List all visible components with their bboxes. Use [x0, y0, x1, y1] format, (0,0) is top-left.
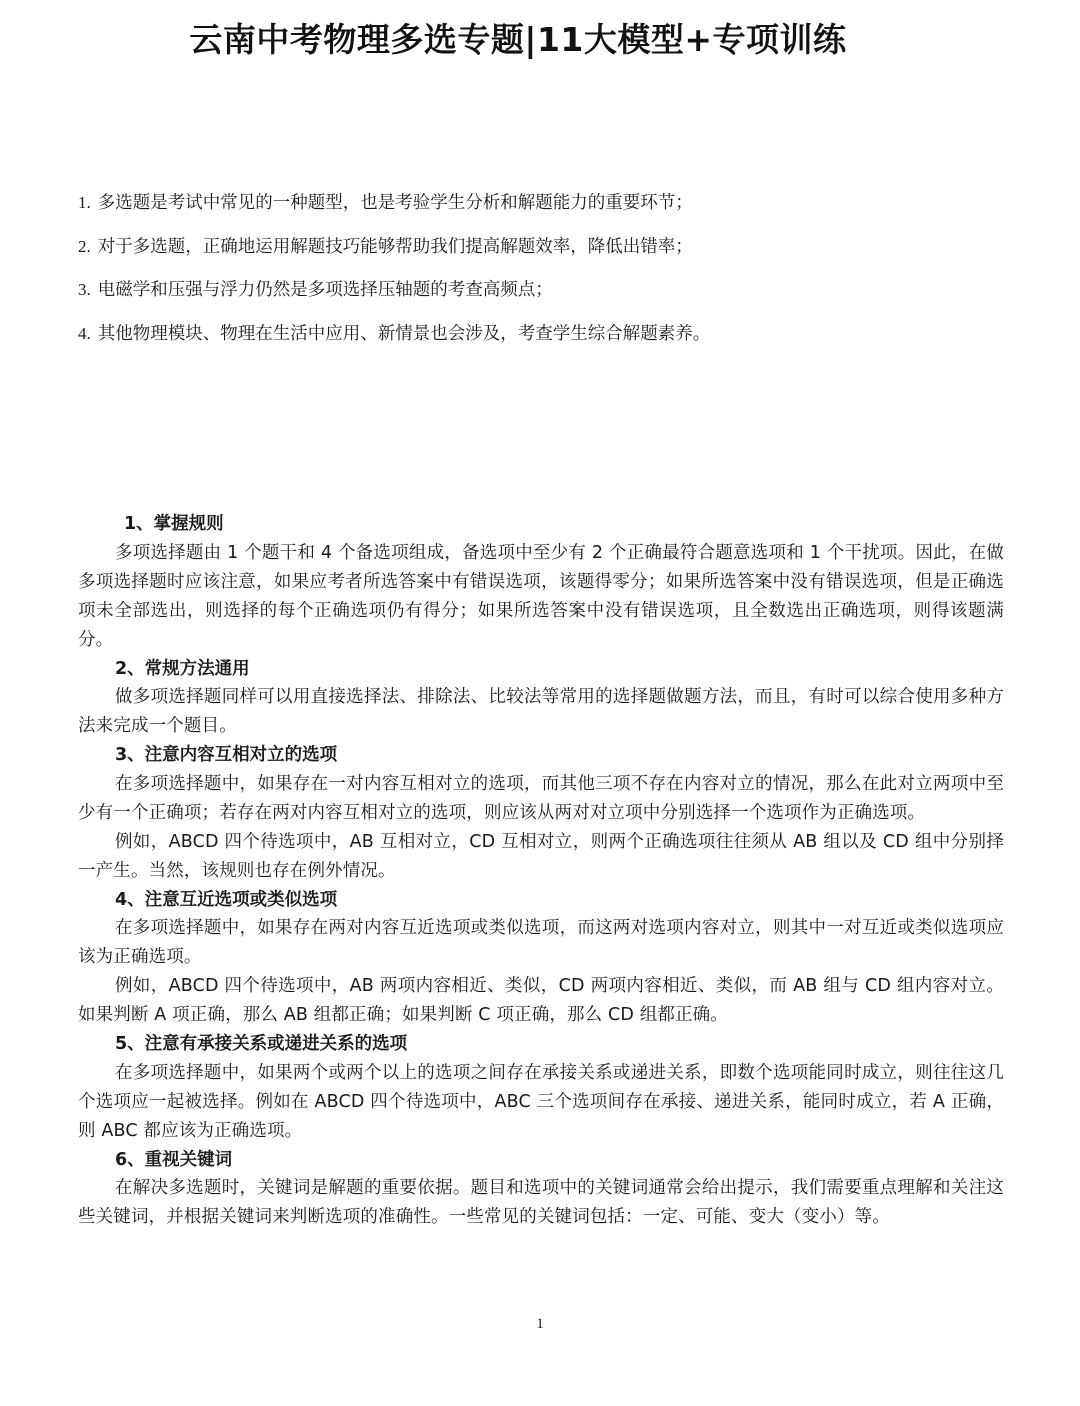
section-paragraph: 多项选择题由 1 个题干和 4 个备选项组成，备选项中至少有 2 个正确最符合题意选项和 1 个干扰项。因此，在做多项选择题时应该注意，如果应考者所选答案中有错误选项，该题得零分；如果所选答案中没有错误选项，但是正确选项未全部选出，则选择的每个正确选项仍有得分；如果所选答案中没有错误选项，且全数选出正确选项，则得该题满分。: [78, 542, 1004, 650]
intro-item-number: 2.: [78, 236, 91, 256]
intro-item: [78, 233, 1018, 277]
section-paragraph: 做多项选择题同样可以用直接选择法、排除法、比较法等常用的选择题做题方法，而且，有时可以综合使用多种方法来完成一个题目。: [78, 687, 1004, 736]
document-title: 云南中考物理多选专题|11大模型+专项训练: [189, 20, 847, 59]
intro-item-text: 对于多选题，正确地运用解题技巧能够帮助我们提高解题效率，降低出错率；: [97, 236, 693, 257]
section-paragraph: 在多项选择题中，如果两个或两个以上的选项之间存在承接关系或递进关系，即数个选项能同时成立，则往往这几个选项应一起被选择。例如在 ABCD 四个待选项中，ABC 三个选项间存在承接、递进关系，能同时成立，若 A 正确，则 ABC 都应该为正确选项。: [78, 1062, 1004, 1141]
section-heading-similar-options: 4、注意互近选项或类似选项: [115, 889, 338, 910]
intro-item: [78, 320, 1018, 364]
intro-list: [78, 189, 1018, 363]
section-paragraph: 例如，ABCD 四个待选项中，AB 两项内容相近、类似，CD 两项内容相近、类似，而 AB 组与 CD 组内容对立。如果判断 A 项正确，那么 AB 组都正确；如果判断 C 项正确，那么 CD 组都正确。: [78, 976, 1004, 1025]
intro-item-number: 1.: [78, 193, 91, 212]
intro-item-text: 其他物理模块、物理在生活中应用、新情景也会涉及，考查学生综合解题素养。: [97, 323, 711, 344]
intro-item-number: 4.: [78, 323, 91, 343]
page-number: 1: [536, 1316, 544, 1332]
intro-item: [78, 189, 1018, 233]
section-heading-methods: 2、常规方法通用: [115, 658, 250, 679]
section-paragraph: 例如，ABCD 四个待选项中，AB 互相对立，CD 互相对立，则两个正确选项往往须从 AB 组以及 CD 组中分别择一产生。当然，该规则也存在例外情况。: [78, 831, 1004, 881]
section-heading-rules: 1、掌握规则: [124, 514, 224, 534]
intro-item-number: 3.: [78, 280, 91, 299]
section-heading-opposite-options: 3、注意内容互相对立的选项: [115, 745, 338, 765]
intro-item-text: 电磁学和压强与浮力仍然是多项选择压轴题的考查高频点；: [97, 280, 553, 300]
section-paragraph: 在多项选择题中，如果存在一对内容互相对立的选项，而其他三项不存在内容对立的情况，那么在此对立两项中至少有一个正确项；若存在两对内容互相对立的选项，则应该从两对对立项中分别选择一个选项作为正确选项。: [78, 773, 1004, 823]
section-heading-progressive-options: 5、注意有承接关系或递进关系的选项: [115, 1034, 408, 1054]
document-body: [78, 510, 1004, 1232]
section-heading-keywords: 6、重视关键词: [115, 1149, 233, 1170]
intro-item: [78, 276, 1018, 320]
intro-item-text: 多选题是考试中常见的一种题型，也是考验学生分析和解题能力的重要环节；: [97, 193, 693, 213]
section-paragraph: 在多项选择题中，如果存在两对内容互近选项或类似选项，而这两对选项内容对立，则其中一对互近或类似选项应该为正确选项。: [78, 918, 1004, 967]
section-paragraph: 在解决多选题时，关键词是解题的重要依据。题目和选项中的关键词通常会给出提示，我们需要重点理解和关注这些关键词，并根据关键词来判断选项的准确性。一些常见的关键词包括：一定、可能、变大（变小）等。: [78, 1178, 1004, 1227]
